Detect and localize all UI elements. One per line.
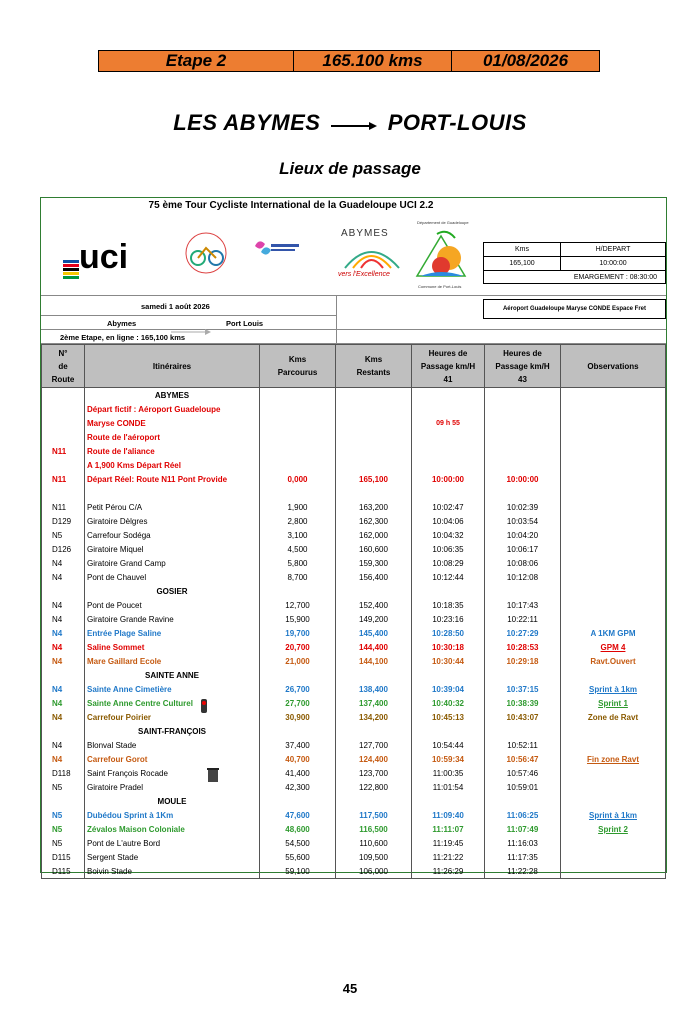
table-row bbox=[42, 822, 666, 836]
table-row bbox=[42, 668, 666, 682]
cell-h1: 09 h 55 bbox=[412, 416, 485, 430]
cell-h2: 10:57:46 bbox=[485, 766, 561, 780]
cell-route: D115 bbox=[42, 850, 85, 864]
table-row bbox=[42, 626, 666, 640]
depart-value: 10:00:00 bbox=[599, 260, 627, 267]
cell-route: N4 bbox=[42, 710, 85, 724]
table-row bbox=[42, 416, 666, 430]
itinerary-table bbox=[41, 344, 666, 879]
cell-obs: Sprint 1 bbox=[561, 696, 666, 710]
cell-kr: 123,700 bbox=[336, 766, 412, 780]
cell-obs bbox=[561, 416, 666, 430]
cell-kp: 1,900 bbox=[260, 500, 336, 514]
cell-it: Boivin Stade bbox=[85, 864, 260, 879]
trash-bin-icon bbox=[207, 768, 219, 787]
cell-route: N4 bbox=[42, 640, 85, 654]
cell-obs bbox=[561, 864, 666, 879]
cell-h1 bbox=[412, 486, 485, 500]
cell-h1: 11:01:54 bbox=[412, 780, 485, 794]
stage-date: 01/08/2026 bbox=[482, 51, 569, 70]
cell-h1: 10:45:13 bbox=[412, 710, 485, 724]
cell-obs bbox=[561, 766, 666, 780]
cell-h1 bbox=[412, 458, 485, 472]
cell-kp: 37,400 bbox=[260, 738, 336, 752]
cell-h2 bbox=[485, 416, 561, 430]
cell-h1: 11:09:40 bbox=[412, 808, 485, 822]
table-row bbox=[42, 808, 666, 822]
cell-kp: 15,900 bbox=[260, 612, 336, 626]
cell-obs bbox=[561, 850, 666, 864]
section-name: GOSIER bbox=[85, 584, 260, 598]
cell-it: Carrefour Poirier bbox=[85, 710, 260, 724]
cell-kp bbox=[260, 430, 336, 444]
cell-h1: 10:00:00 bbox=[412, 472, 485, 486]
cell-kp: 4,500 bbox=[260, 542, 336, 556]
cell-kr: 127,700 bbox=[336, 738, 412, 752]
cell-kp: 55,600 bbox=[260, 850, 336, 864]
page-subtitle: Lieux de passage bbox=[279, 159, 421, 178]
cell-h2: 11:06:25 bbox=[485, 808, 561, 822]
cell-h1: 11:21:22 bbox=[412, 850, 485, 864]
route-to: PORT-LOUIS bbox=[387, 110, 527, 135]
cell-it: Dubédou Sprint à 1Km bbox=[85, 808, 260, 822]
cell-h1: 10:18:35 bbox=[412, 598, 485, 612]
cell-route bbox=[42, 486, 85, 500]
cell-obs bbox=[561, 598, 666, 612]
abymes-tagline: vers l'Excellence bbox=[338, 271, 390, 278]
from-label: Abymes bbox=[107, 319, 137, 328]
cell-h1: 10:30:44 bbox=[412, 654, 485, 668]
cell-h2: 10:17:43 bbox=[485, 598, 561, 612]
table-row bbox=[42, 640, 666, 654]
cell-h2: 10:12:08 bbox=[485, 570, 561, 584]
cell-kr: 137,400 bbox=[336, 696, 412, 710]
cell-kp: 27,700 bbox=[260, 696, 336, 710]
cell-kr: 160,600 bbox=[336, 542, 412, 556]
cell-h1: 10:02:47 bbox=[412, 500, 485, 514]
cell-it: Giratoire Grande Ravine bbox=[85, 612, 260, 626]
cell-h2: 11:22:28 bbox=[485, 864, 561, 879]
cell-kr: 110,600 bbox=[336, 836, 412, 850]
cell-h1: 10:28:50 bbox=[412, 626, 485, 640]
cell-route: N4 bbox=[42, 738, 85, 752]
table-header: Observations bbox=[561, 345, 666, 388]
table-row bbox=[42, 794, 666, 808]
cell-kr bbox=[336, 458, 412, 472]
cell-h2: 10:29:18 bbox=[485, 654, 561, 668]
cell-route: N5 bbox=[42, 528, 85, 542]
table-row bbox=[42, 724, 666, 738]
cell-h1: 10:12:44 bbox=[412, 570, 485, 584]
cell-h2: 10:59:01 bbox=[485, 780, 561, 794]
cell-h2 bbox=[485, 458, 561, 472]
cell-h2: 10:43:07 bbox=[485, 710, 561, 724]
cell-h2: 10:04:20 bbox=[485, 528, 561, 542]
cell-route: D118 bbox=[42, 766, 85, 780]
cell-obs bbox=[561, 570, 666, 584]
cell-route: N4 bbox=[42, 570, 85, 584]
cell-it: Blonval Stade bbox=[85, 738, 260, 752]
cell-route: N4 bbox=[42, 654, 85, 668]
cell-kr: 109,500 bbox=[336, 850, 412, 864]
table-row bbox=[42, 612, 666, 626]
traffic-light-icon bbox=[200, 699, 208, 718]
cell-route: N11 bbox=[42, 444, 85, 458]
cell-route: D126 bbox=[42, 542, 85, 556]
cell-route: D115 bbox=[42, 864, 85, 879]
table-header: Kms Parcourus bbox=[260, 345, 336, 388]
cell-kp: 26,700 bbox=[260, 682, 336, 696]
cell-h2: 10:37:15 bbox=[485, 682, 561, 696]
cell-it: Départ Réel: Route N11 Pont Provide bbox=[85, 472, 260, 486]
cell-obs bbox=[561, 430, 666, 444]
table-header: Heures de Passage km/H 41 bbox=[412, 345, 485, 388]
cell-kr: 159,300 bbox=[336, 556, 412, 570]
cell-h2 bbox=[485, 402, 561, 416]
cell-h2 bbox=[485, 444, 561, 458]
cell-h2: 11:17:35 bbox=[485, 850, 561, 864]
cell-h1: 10:40:32 bbox=[412, 696, 485, 710]
cell-kr bbox=[336, 416, 412, 430]
cell-kp: 20,700 bbox=[260, 640, 336, 654]
table-header: Kms Restants bbox=[336, 345, 412, 388]
arrow-right-icon bbox=[331, 111, 377, 137]
cell-kr bbox=[336, 402, 412, 416]
kms-label: Kms bbox=[484, 243, 561, 256]
cell-h2 bbox=[485, 430, 561, 444]
cell-it: Route de l'aliance bbox=[85, 444, 260, 458]
table-row bbox=[42, 864, 666, 879]
abymes-logo-text: ABYMES bbox=[341, 228, 389, 239]
cell-h1: 11:00:35 bbox=[412, 766, 485, 780]
cell-route: N4 bbox=[42, 612, 85, 626]
sheet-title: 75 ème Tour Cycliste International de la Guadeloupe UCI 2.2 bbox=[148, 200, 434, 211]
table-row bbox=[42, 738, 666, 752]
cell-obs bbox=[561, 500, 666, 514]
cell-h1: 11:19:45 bbox=[412, 836, 485, 850]
cell-h1: 10:23:16 bbox=[412, 612, 485, 626]
cell-h2: 10:03:54 bbox=[485, 514, 561, 528]
cell-obs: Fin zone Ravt bbox=[561, 752, 666, 766]
table-row bbox=[42, 486, 666, 500]
cell-kr: 134,200 bbox=[336, 710, 412, 724]
cell-kr: 156,400 bbox=[336, 570, 412, 584]
cell-it: Sergent Stade bbox=[85, 850, 260, 864]
cell-h1: 10:06:35 bbox=[412, 542, 485, 556]
depart-label: H/DEPART bbox=[595, 246, 631, 253]
cell-kr: 122,800 bbox=[336, 780, 412, 794]
cell-kp: 3,100 bbox=[260, 528, 336, 542]
cell-obs bbox=[561, 514, 666, 528]
stage-en-ligne: 2ème Etape, en ligne : 165,100 kms bbox=[60, 333, 186, 342]
cell-obs: Zone de Ravt bbox=[561, 710, 666, 724]
cell-h1: 10:04:32 bbox=[412, 528, 485, 542]
cell-kp bbox=[260, 416, 336, 430]
cell-kp: 42,300 bbox=[260, 780, 336, 794]
route-title bbox=[0, 110, 700, 137]
cell-h2: 10:27:29 bbox=[485, 626, 561, 640]
table-row bbox=[42, 752, 666, 766]
cell-h1 bbox=[412, 444, 485, 458]
cell-kp bbox=[260, 444, 336, 458]
route-from: LES ABYMES bbox=[173, 110, 321, 135]
cell-obs bbox=[561, 458, 666, 472]
cell-it: Départ fictif : Aéroport Guadeloupe bbox=[85, 402, 260, 416]
cell-it: Mare Gaillard Ecole bbox=[85, 654, 260, 668]
section-name: SAINTE ANNE bbox=[85, 668, 260, 682]
stage-banner bbox=[98, 50, 600, 72]
table-row bbox=[42, 444, 666, 458]
cell-route: N4 bbox=[42, 752, 85, 766]
cell-it: Zévalos Maison Coloniale bbox=[85, 822, 260, 836]
cell-obs bbox=[561, 486, 666, 500]
cell-h1: 10:39:04 bbox=[412, 682, 485, 696]
cell-h2: 10:00:00 bbox=[485, 472, 561, 486]
cell-it: Giratoire Grand Camp bbox=[85, 556, 260, 570]
cell-h2: 10:52:11 bbox=[485, 738, 561, 752]
kms-value: 165,100 bbox=[484, 257, 561, 270]
cell-h2: 10:06:17 bbox=[485, 542, 561, 556]
section-name: SAINT-FRANÇOIS bbox=[85, 724, 260, 738]
cell-obs bbox=[561, 556, 666, 570]
cell-it: Saint François Rocade bbox=[85, 766, 260, 780]
table-row bbox=[42, 766, 666, 780]
table-header: Itinéraires bbox=[85, 345, 260, 388]
port-louis-logo bbox=[411, 226, 471, 282]
table-row bbox=[42, 654, 666, 668]
table-row bbox=[42, 542, 666, 556]
to-label: Port Louis bbox=[226, 319, 264, 328]
table-row bbox=[42, 682, 666, 696]
cell-obs bbox=[561, 836, 666, 850]
cell-obs bbox=[561, 472, 666, 486]
departement-text: Département de Guadeloupe bbox=[417, 220, 469, 225]
table-header: N° de Route bbox=[42, 345, 85, 388]
table-header: Heures de Passage km/H 43 bbox=[485, 345, 561, 388]
cell-kp: 2,800 bbox=[260, 514, 336, 528]
cell-h2: 10:22:11 bbox=[485, 612, 561, 626]
cell-kr: 162,000 bbox=[336, 528, 412, 542]
cell-obs bbox=[561, 402, 666, 416]
cell-obs: A 1KM GPM bbox=[561, 626, 666, 640]
cell-kp: 54,500 bbox=[260, 836, 336, 850]
page-number: 45 bbox=[342, 981, 358, 996]
stage-distance: 165.100 kms bbox=[294, 51, 452, 71]
cell-kp: 5,800 bbox=[260, 556, 336, 570]
cell-it: Pont de L'autre Bord bbox=[85, 836, 260, 850]
cell-route: N4 bbox=[42, 598, 85, 612]
cell-h1 bbox=[412, 430, 485, 444]
cell-h2: 10:56:47 bbox=[485, 752, 561, 766]
cell-kp: 0,000 bbox=[260, 472, 336, 486]
cell-kp: 8,700 bbox=[260, 570, 336, 584]
table-row bbox=[42, 430, 666, 444]
cell-it: A 1,900 Kms Départ Réel bbox=[85, 458, 260, 472]
cell-obs bbox=[561, 444, 666, 458]
cell-it: Giratoire Pradel bbox=[85, 780, 260, 794]
cell-route: N4 bbox=[42, 682, 85, 696]
stage-label: Etape 2 bbox=[99, 51, 294, 71]
cell-it: Giratoire Miquel bbox=[85, 542, 260, 556]
cell-kr bbox=[336, 486, 412, 500]
table-row bbox=[42, 388, 666, 403]
cell-h2: 10:28:53 bbox=[485, 640, 561, 654]
table-row bbox=[42, 570, 666, 584]
cell-h1: 10:30:18 bbox=[412, 640, 485, 654]
cell-route: N4 bbox=[42, 626, 85, 640]
cell-h1: 10:04:06 bbox=[412, 514, 485, 528]
table-row bbox=[42, 710, 666, 724]
cell-route: N11 bbox=[42, 500, 85, 514]
kms-depart-box bbox=[483, 242, 666, 284]
cell-route: N5 bbox=[42, 822, 85, 836]
cell-kr: 162,300 bbox=[336, 514, 412, 528]
cell-kr: 106,000 bbox=[336, 864, 412, 879]
cell-it: Maryse CONDE bbox=[85, 416, 260, 430]
cell-kp: 19,700 bbox=[260, 626, 336, 640]
cell-kr: 124,400 bbox=[336, 752, 412, 766]
table-row bbox=[42, 500, 666, 514]
cell-route bbox=[42, 430, 85, 444]
commune-text: Commune de Port-Louis bbox=[418, 284, 462, 289]
cell-it: Sainte Anne Cimetière bbox=[85, 682, 260, 696]
cell-h1: 11:11:07 bbox=[412, 822, 485, 836]
cell-obs: Sprint 2 bbox=[561, 822, 666, 836]
cell-h2: 10:02:39 bbox=[485, 500, 561, 514]
cell-h1: 10:59:34 bbox=[412, 752, 485, 766]
table-row bbox=[42, 696, 666, 710]
cell-h1: 10:54:44 bbox=[412, 738, 485, 752]
guadeloupe-region-logo bbox=[251, 234, 301, 264]
cell-route: N5 bbox=[42, 836, 85, 850]
cell-kr: 116,500 bbox=[336, 822, 412, 836]
comite-cycliste-logo bbox=[176, 228, 236, 278]
cell-kr: 117,500 bbox=[336, 808, 412, 822]
table-row bbox=[42, 584, 666, 598]
cell-obs bbox=[561, 780, 666, 794]
cell-it: Carrefour Sodéga bbox=[85, 528, 260, 542]
cell-obs bbox=[561, 612, 666, 626]
cell-it: Carrefour Gorot bbox=[85, 752, 260, 766]
cell-it: Saline Sommet bbox=[85, 640, 260, 654]
cell-h2: 11:07:49 bbox=[485, 822, 561, 836]
cell-route: D129 bbox=[42, 514, 85, 528]
uci-logo-text: uci bbox=[79, 238, 129, 276]
table-row bbox=[42, 598, 666, 612]
cell-h2 bbox=[485, 486, 561, 500]
cell-kr bbox=[336, 444, 412, 458]
cell-route bbox=[42, 458, 85, 472]
aeroport-line: Aéroport Guadeloupe Maryse CONDE Espace Fret bbox=[483, 299, 666, 319]
cell-h2: 10:08:06 bbox=[485, 556, 561, 570]
cell-obs: GPM 4 bbox=[561, 640, 666, 654]
section-name: ABYMES bbox=[85, 388, 260, 403]
cell-it: Giratoire Dèlgres bbox=[85, 514, 260, 528]
cell-kr: 165,100 bbox=[336, 472, 412, 486]
abymes-logo bbox=[341, 242, 403, 272]
cell-kp: 21,000 bbox=[260, 654, 336, 668]
cell-obs: Ravt.Ouvert bbox=[561, 654, 666, 668]
uci-logo bbox=[61, 234, 166, 284]
cell-it: Pont de Chauvel bbox=[85, 570, 260, 584]
cell-it: Petit Pérou C/A bbox=[85, 500, 260, 514]
cell-route bbox=[42, 402, 85, 416]
table-row bbox=[42, 780, 666, 794]
stage-date-line: samedi 1 août 2026 bbox=[141, 302, 210, 311]
cell-route bbox=[42, 416, 85, 430]
cell-kp bbox=[260, 458, 336, 472]
table-row bbox=[42, 514, 666, 528]
table-row bbox=[42, 458, 666, 472]
cell-obs: Sprint à 1km bbox=[561, 808, 666, 822]
cell-h2: 11:16:03 bbox=[485, 836, 561, 850]
table-row bbox=[42, 472, 666, 486]
cell-h2: 10:38:39 bbox=[485, 696, 561, 710]
table-row bbox=[42, 402, 666, 416]
cell-obs bbox=[561, 738, 666, 752]
cell-route: N5 bbox=[42, 808, 85, 822]
cell-kr: 145,400 bbox=[336, 626, 412, 640]
section-name: MOULE bbox=[85, 794, 260, 808]
cell-route: N5 bbox=[42, 780, 85, 794]
table-row bbox=[42, 836, 666, 850]
cell-kp bbox=[260, 486, 336, 500]
emargement: EMARGEMENT : 08:30:00 bbox=[573, 274, 657, 281]
cell-obs bbox=[561, 542, 666, 556]
cell-obs bbox=[561, 528, 666, 542]
cell-it: Sainte Anne Centre Culturel bbox=[85, 696, 260, 710]
cell-route: N4 bbox=[42, 556, 85, 570]
cell-kr: 138,400 bbox=[336, 682, 412, 696]
cell-it: Entrée Plage Saline bbox=[85, 626, 260, 640]
cell-kr: 149,200 bbox=[336, 612, 412, 626]
cell-kp: 59,100 bbox=[260, 864, 336, 879]
table-row bbox=[42, 556, 666, 570]
cell-kp: 48,600 bbox=[260, 822, 336, 836]
cell-route: N4 bbox=[42, 696, 85, 710]
cell-h1: 11:26:29 bbox=[412, 864, 485, 879]
table-row bbox=[42, 850, 666, 864]
cell-it bbox=[85, 486, 260, 500]
cell-kp: 41,400 bbox=[260, 766, 336, 780]
cell-kr: 152,400 bbox=[336, 598, 412, 612]
cell-h1: 10:08:29 bbox=[412, 556, 485, 570]
cell-kr bbox=[336, 430, 412, 444]
cell-h1 bbox=[412, 402, 485, 416]
cell-route: N11 bbox=[42, 472, 85, 486]
cell-it: Route de l'aéroport bbox=[85, 430, 260, 444]
cell-kr: 144,100 bbox=[336, 654, 412, 668]
cell-kp bbox=[260, 402, 336, 416]
cell-kr: 163,200 bbox=[336, 500, 412, 514]
cell-obs: Sprint à 1km bbox=[561, 682, 666, 696]
cell-it: Pont de Poucet bbox=[85, 598, 260, 612]
cell-kp: 40,700 bbox=[260, 752, 336, 766]
table-row bbox=[42, 528, 666, 542]
cell-kr: 144,400 bbox=[336, 640, 412, 654]
cell-kp: 12,700 bbox=[260, 598, 336, 612]
cell-kp: 47,600 bbox=[260, 808, 336, 822]
cell-kp: 30,900 bbox=[260, 710, 336, 724]
itinerary-sheet bbox=[40, 197, 667, 876]
